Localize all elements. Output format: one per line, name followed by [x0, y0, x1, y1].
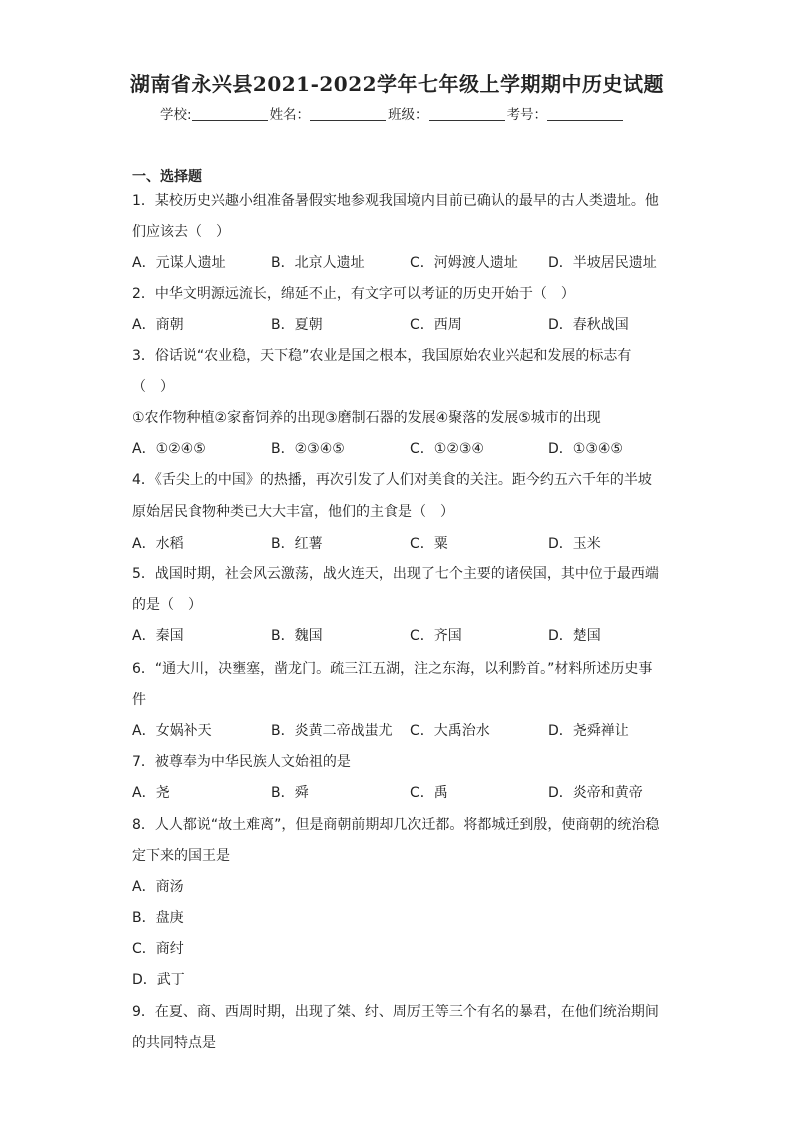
- question-2-option-d[interactable]: D．春秋战国: [548, 317, 629, 333]
- question-8-option-c[interactable]: C．商纣: [132, 941, 184, 957]
- question-3-line-1: 3．俗话说“农业稳，天下稳”农业是国之根本，我国原始农业兴起和发展的标志有: [132, 348, 632, 364]
- question-5-options: [132, 626, 672, 646]
- question-1-option-b[interactable]: B．北京人遗址: [271, 255, 365, 271]
- question-7-options: [132, 783, 672, 803]
- question-7-option-d[interactable]: D．炎帝和黄帝: [548, 785, 643, 801]
- question-2-line-1: 2．中华文明源远流长，绵延不止，有文字可以考证的历史开始于（ ）: [132, 286, 575, 302]
- question-4-option-b[interactable]: B．红薯: [271, 536, 323, 552]
- question-4-line-2: 原始居民食物种类已大大丰富，他们的主食是（ ）: [132, 504, 454, 520]
- question-6-options: [132, 721, 672, 741]
- question-6-option-b[interactable]: B．炎黄二帝战蚩尤: [271, 723, 393, 739]
- question-5-option-c[interactable]: C．齐国: [410, 628, 462, 644]
- question-6-option-a[interactable]: A．女娲补天: [132, 723, 212, 739]
- question-6-line-1: 6．“通大川，决壅塞，凿龙门。疏三江五湖，注之东海，以利黔首。”材料所述历史事: [132, 661, 653, 677]
- number-label: 考号：: [506, 107, 548, 123]
- question-2-option-a[interactable]: A．商朝: [132, 317, 184, 333]
- name-blank[interactable]: [310, 106, 386, 121]
- class-blank[interactable]: [429, 106, 505, 121]
- question-1-option-a[interactable]: A．元谋人遗址: [132, 255, 226, 271]
- school-label: 学校:: [160, 107, 192, 123]
- question-8-option-b[interactable]: B．盘庚: [132, 910, 184, 926]
- question-8-line-2: 定下来的国王是: [132, 848, 230, 864]
- question-5-line-1: 5．战国时期，社会风云激荡，战火连天，出现了七个主要的诸侯国，其中位于最西端: [132, 566, 659, 582]
- question-6-option-d[interactable]: D．尧舜禅让: [548, 723, 629, 739]
- question-3-options: [132, 439, 672, 459]
- question-6-line-2: 件: [132, 692, 146, 708]
- question-4-option-d[interactable]: D．玉米: [548, 536, 601, 552]
- question-3-option-d[interactable]: D．①③④⑤: [548, 441, 623, 457]
- question-8-line-1: 8．人人都说“故土难离”，但是商朝前期却几次迁都。将都城迁到殷，使商朝的统治稳: [132, 817, 660, 833]
- student-info-row: [160, 103, 625, 123]
- question-7-option-a[interactable]: A．尧: [132, 785, 170, 801]
- question-1-line-1: 1．某校历史兴趣小组准备暑假实地参观我国境内目前已确认的最早的古人类遗址。他: [132, 193, 659, 209]
- question-7-option-b[interactable]: B．舜: [271, 785, 309, 801]
- question-5-option-b[interactable]: B．魏国: [271, 628, 323, 644]
- question-9-line-2: 的共同特点是: [132, 1035, 216, 1051]
- question-8-option-a[interactable]: A．商汤: [132, 879, 184, 895]
- class-label: 班级：: [388, 107, 429, 123]
- question-3-option-b[interactable]: B．②③④⑤: [271, 441, 345, 457]
- question-1-option-c[interactable]: C．河姆渡人遗址: [410, 255, 518, 271]
- question-4-option-a[interactable]: A．水稻: [132, 536, 184, 552]
- question-3-option-c[interactable]: C．①②③④: [410, 441, 484, 457]
- question-5-option-a[interactable]: A．秦国: [132, 628, 184, 644]
- number-blank[interactable]: [547, 106, 623, 121]
- question-4-options: [132, 534, 672, 554]
- name-label: 姓名：: [269, 107, 311, 123]
- question-5-option-d[interactable]: D．楚国: [548, 628, 601, 644]
- question-2-options: [132, 315, 672, 335]
- question-8-option-d[interactable]: D．武丁: [132, 972, 185, 988]
- question-6-option-c[interactable]: C．大禹治水: [410, 723, 490, 739]
- question-3-line-3: ①农作物种植②家畜饲养的出现③磨制石器的发展④聚落的发展⑤城市的出现: [132, 410, 601, 426]
- question-1-options: [132, 253, 672, 273]
- question-7-line-1: 7．被尊奉为中华民族人文始祖的是: [132, 754, 351, 770]
- question-2-option-c[interactable]: C．西周: [410, 317, 462, 333]
- question-3-line-2: （ ）: [132, 379, 174, 395]
- question-4-option-c[interactable]: C．粟: [410, 536, 448, 552]
- question-1-option-d[interactable]: D．半坡居民遗址: [548, 255, 657, 271]
- question-1-line-2: 们应该去（ ）: [132, 224, 230, 240]
- question-5-line-2: 的是（ ）: [132, 597, 202, 613]
- question-4-line-1: 4．《舌尖上的中国》的热播，再次引发了人们对美食的关注。距今约五六千年的半坡: [132, 472, 652, 488]
- school-blank[interactable]: [192, 106, 268, 121]
- section-title: 一、选择题: [132, 169, 202, 185]
- question-7-option-c[interactable]: C．禹: [410, 785, 448, 801]
- question-9-line-1: 9．在夏、商、西周时期，出现了桀、纣、周厉王等三个有名的暴君，在他们统治期间: [132, 1004, 659, 1020]
- exam-title: 湖南省永兴县2021-2022学年七年级上学期期中历史试题: [129, 72, 665, 96]
- question-2-option-b[interactable]: B．夏朝: [271, 317, 323, 333]
- question-3-option-a[interactable]: A．①②④⑤: [132, 441, 206, 457]
